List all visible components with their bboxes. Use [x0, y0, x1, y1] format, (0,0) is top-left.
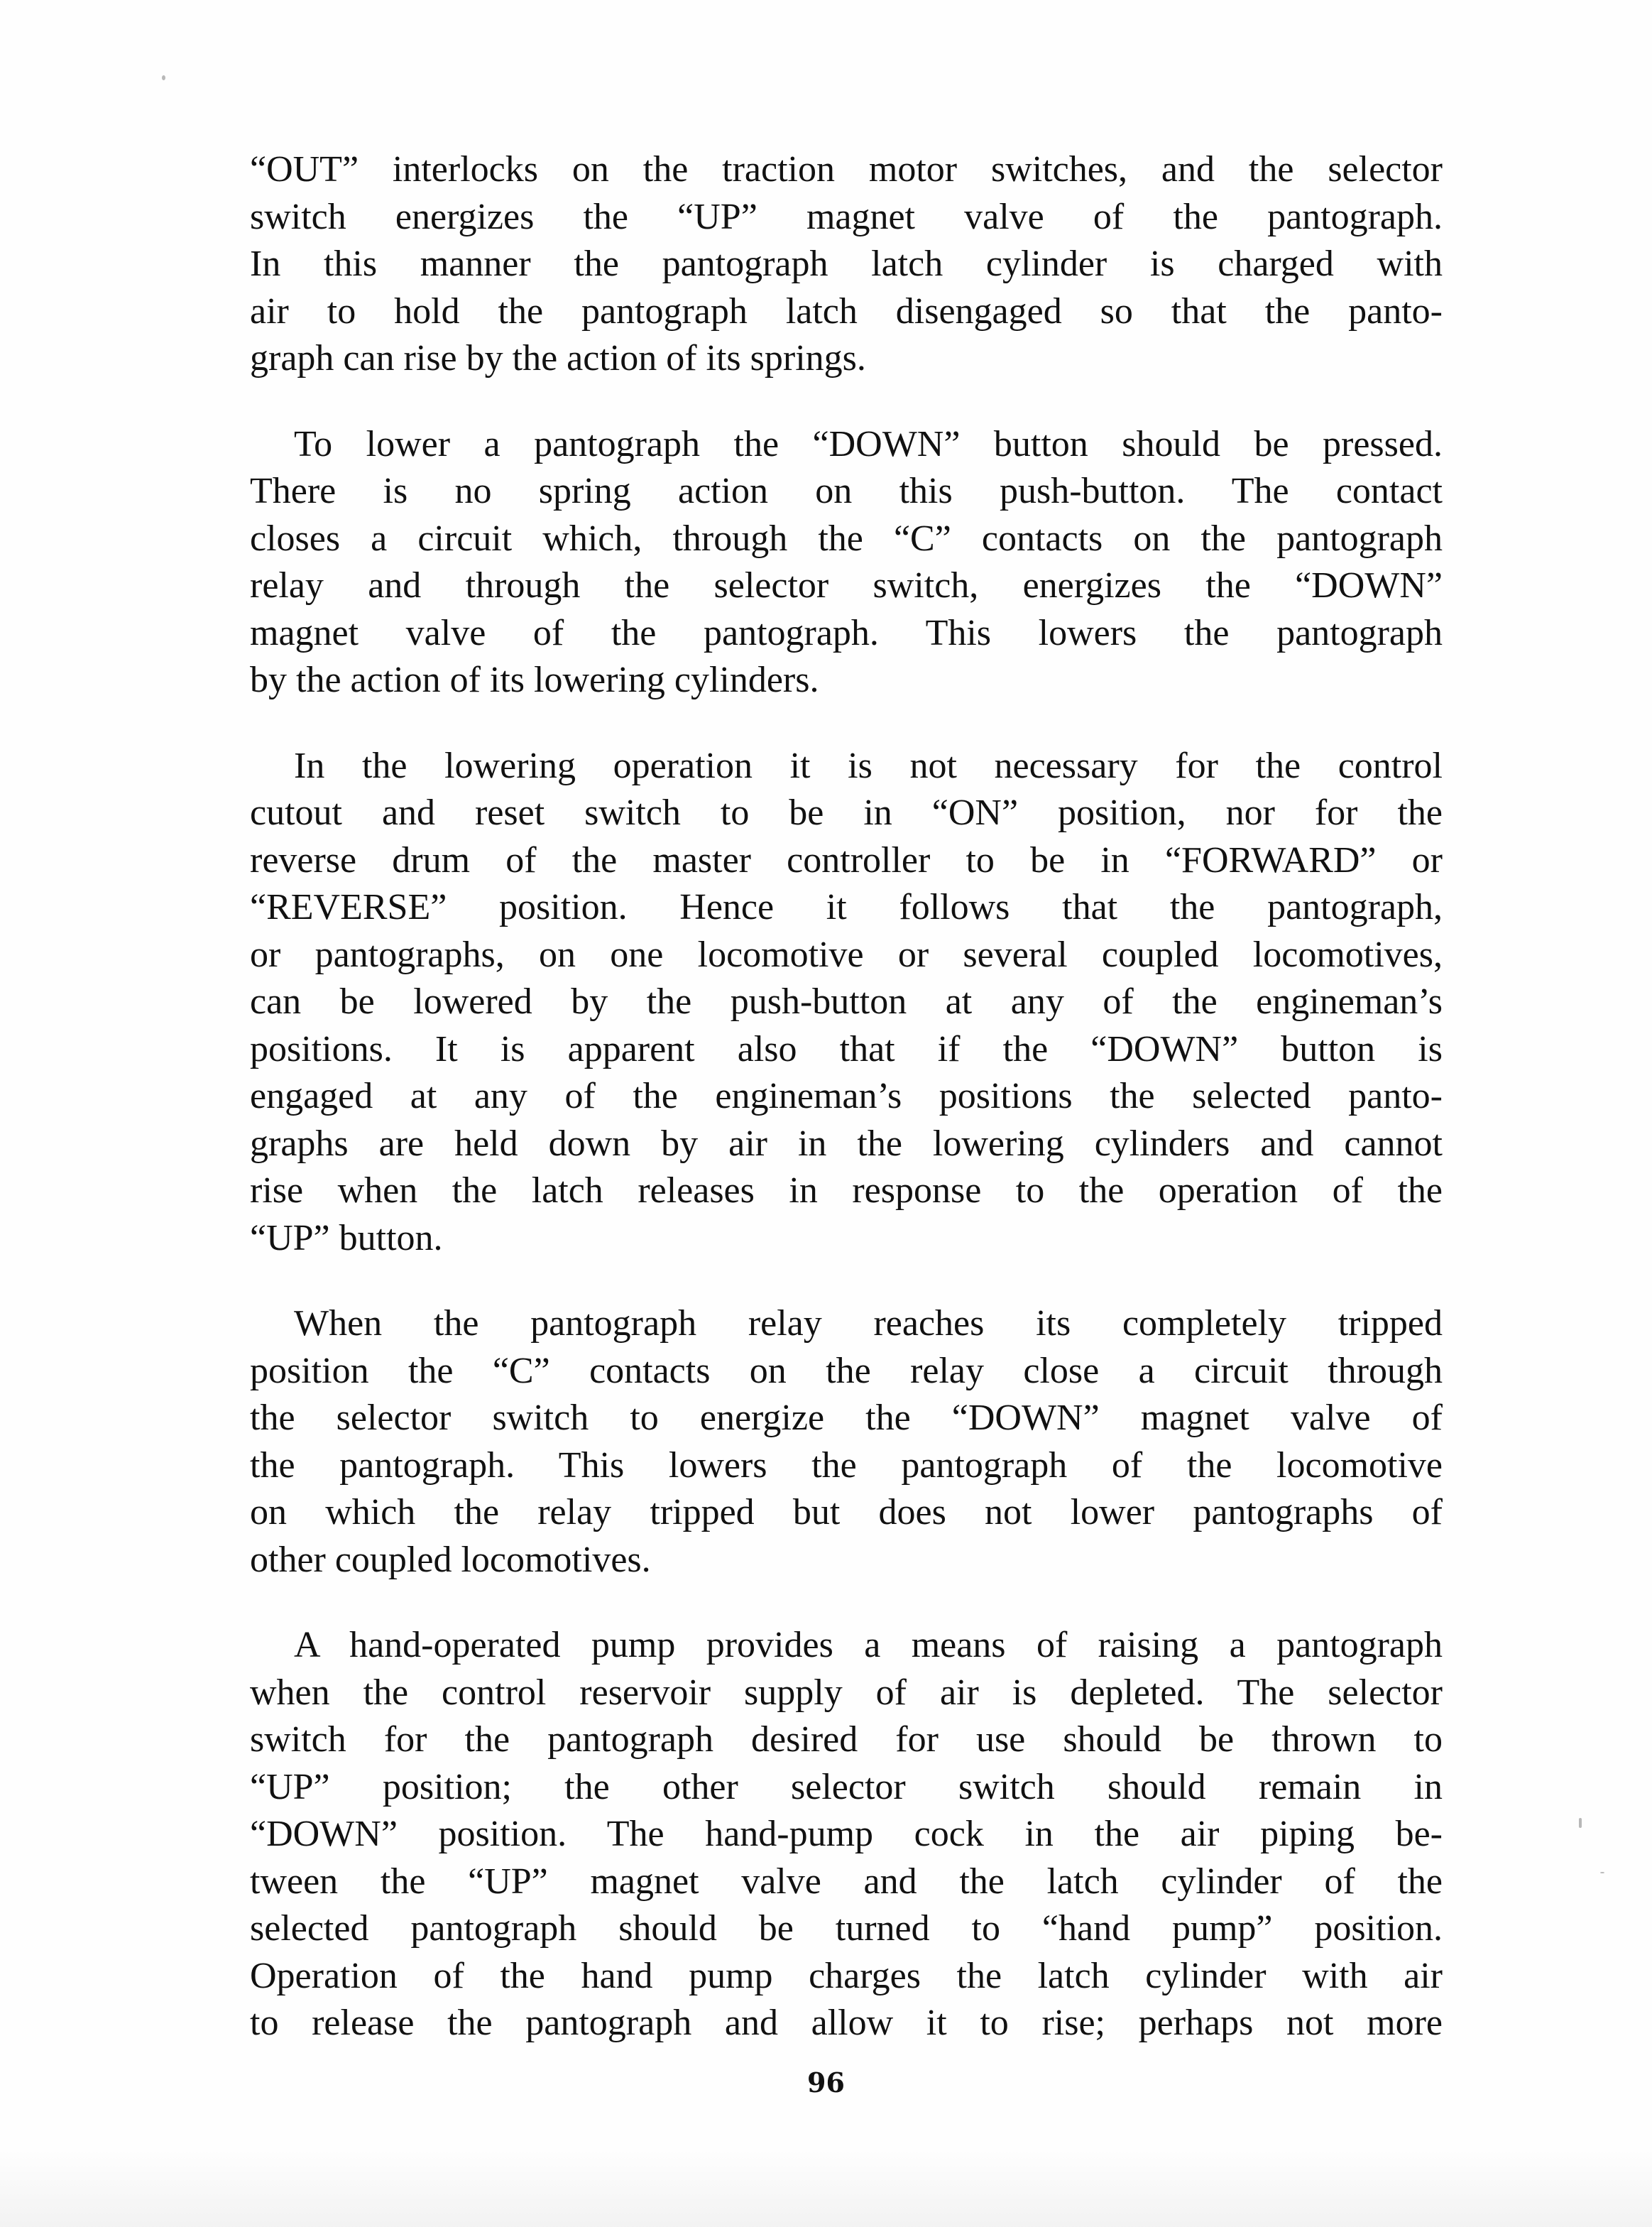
text-line: In this manner the pantograph latch cylinder is charged with — [250, 244, 1443, 284]
text-line: position the “C” contacts on the relay close a circuit through — [250, 1350, 1443, 1391]
text-line: or pantographs, on one locomotive or several coupled locomotives, — [250, 934, 1443, 975]
paragraph — [250, 421, 1443, 704]
text-line: Operation of the hand pump charges the latch cylinder with air — [250, 1955, 1443, 1996]
text-line: graphs are held down by air in the lowering cylinders and cannot — [250, 1123, 1443, 1164]
text-line: “OUT” interlocks on the traction motor switches, and the selector — [250, 149, 1443, 190]
text-line: switch for the pantograph desired for use should be thrown to — [250, 1719, 1443, 1760]
text-line: tween the “UP” magnet valve and the latch cylinder of the — [250, 1861, 1443, 1902]
text-line: To lower a pantograph the “DOWN” button should be pressed. — [294, 423, 1443, 464]
text-line: the selector switch to energize the “DOWN” magnet valve of — [250, 1398, 1443, 1438]
paragraph — [250, 743, 1443, 1263]
scan-speck — [1579, 1818, 1582, 1828]
paragraph — [250, 146, 1443, 383]
text-line: “UP” button. — [250, 1217, 443, 1258]
text-line: cutout and reset switch to be in “ON” position, nor for the — [250, 793, 1443, 833]
text-line: by the action of its lowering cylinders. — [250, 660, 819, 700]
text-line: switch energizes the “UP” magnet valve of the pantograph. — [250, 196, 1443, 237]
text-line: on which the relay tripped but does not lower pantographs of — [250, 1492, 1443, 1532]
text-line: reverse drum of the master controller to be in “FORWARD” or — [250, 839, 1443, 881]
text-line: A hand-operated pump provides a means of raising a pantograph — [294, 1625, 1443, 1665]
text-line: There is no spring action on this push-button. The contact — [250, 471, 1443, 511]
text-line: engaged at any of the engineman’s positions the selected panto- — [250, 1076, 1443, 1116]
text-line: graph can rise by the action of its springs. — [250, 338, 866, 379]
text-line: the pantograph. This lowers the pantograph of the locomotive — [250, 1444, 1443, 1486]
text-line: magnet valve of the pantograph. This lowers the pantograph — [250, 612, 1443, 653]
text-line: “DOWN” position. The hand-pump cock in the air piping be- — [250, 1814, 1443, 1854]
text-line: “UP” position; the other selector switch should remain in — [250, 1766, 1443, 1807]
text-line: selected pantograph should be turned to “hand pump” position. — [250, 1908, 1443, 1949]
body-text — [250, 146, 1443, 2086]
text-line: “REVERSE” position. Hence it follows that the pantograph, — [250, 887, 1443, 927]
text-line: rise when the latch releases in response to the operation of the — [250, 1170, 1443, 1211]
paragraph — [250, 1300, 1443, 1584]
text-line: positions. It is apparent also that if the “DOWN” button is — [250, 1028, 1443, 1069]
scan-bottom-shadow — [0, 2149, 1652, 2227]
text-line: In the lowering operation it is not necessary for the control — [294, 745, 1443, 786]
scan-speck — [1600, 1872, 1604, 1873]
text-line: When the pantograph relay reaches its completely tripped — [294, 1303, 1443, 1344]
text-line: air to hold the pantograph latch disengaged so that the panto- — [250, 290, 1443, 332]
paragraph — [250, 1622, 1443, 2047]
text-line: can be lowered by the push-button at any of the engineman’s — [250, 981, 1443, 1022]
text-line: to release the pantograph and allow it to rise; perhaps not more — [250, 2003, 1443, 2043]
text-line: when the control reservoir supply of air is depleted. The selector — [250, 1672, 1443, 1713]
text-line: relay and through the selector switch, energizes the “DOWN” — [250, 565, 1443, 606]
page-number: 96 — [807, 2067, 845, 2098]
text-line: other coupled locomotives. — [250, 1539, 651, 1580]
scan-speck — [162, 75, 165, 80]
text-line: closes a circuit which, through the “C” contacts on the pantograph — [250, 518, 1443, 559]
